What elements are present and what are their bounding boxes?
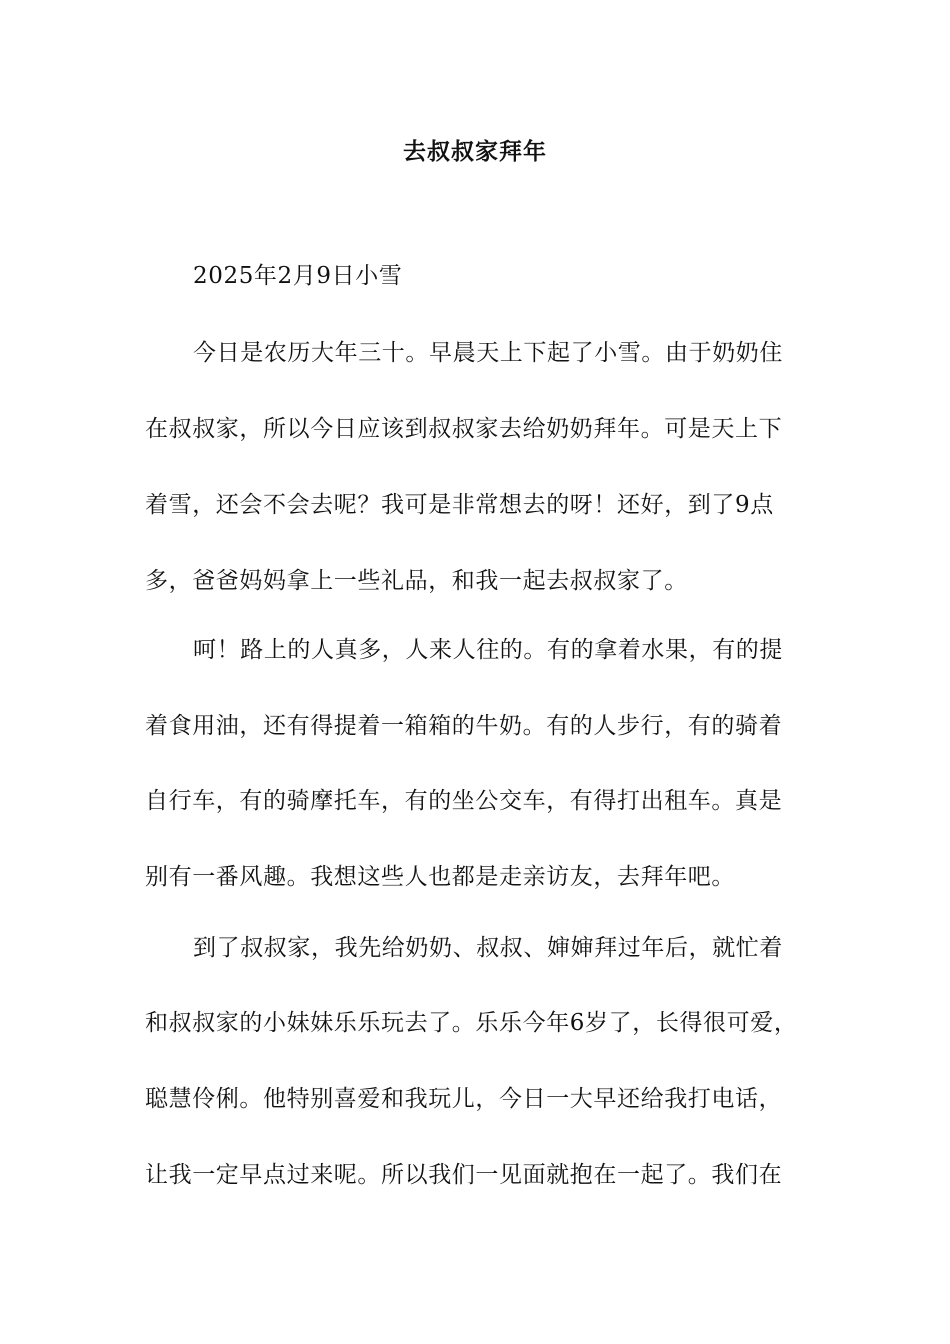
paragraph-1-line-4: 多，爸爸妈妈拿上一些礼品，和我一起去叔叔家了。 (145, 568, 688, 594)
paragraph-3-line-1: 到了叔叔家，我先给奶奶、叔叔、婶婶拜过年后，就忙着 (193, 935, 783, 961)
paragraph-2-line-4: 别有一番风趣。我想这些人也都是走亲访友，去拜年吧。 (145, 864, 735, 890)
paragraph-1-line-1: 今日是农历大年三十。早晨天上下起了小雪。由于奶奶住 (193, 340, 783, 366)
paragraph-2-line-2: 着食用油，还有得提着一箱箱的牛奶。有的人步行，有的骑着 (145, 713, 783, 739)
date-line: 2025年2月9日小雪 (193, 263, 403, 289)
document-title: 去叔叔家拜年 (403, 139, 547, 165)
paragraph-1-line-2: 在叔叔家，所以今日应该到叔叔家去给奶奶拜年。可是天上下 (145, 416, 783, 442)
paragraph-3-line-2: 和叔叔家的小妹妹乐乐玩去了。乐乐今年6岁了，长得很可爱， (145, 1010, 798, 1036)
paragraph-3-line-3: 聪慧伶俐。他特别喜爱和我玩儿，今日一大早还给我打电话， (145, 1086, 783, 1112)
paragraph-1-line-3: 着雪，还会不会去呢？我可是非常想去的呀！还好，到了9点 (145, 492, 774, 518)
paragraph-3-line-4: 让我一定早点过来呢。所以我们一见面就抱在一起了。我们在 (145, 1162, 783, 1188)
paragraph-2-line-3: 自行车，有的骑摩托车，有的坐公交车，有得打出租车。真是 (145, 788, 783, 814)
paragraph-2-line-1: 呵！路上的人真多，人来人往的。有的拿着水果，有的提 (193, 637, 783, 663)
